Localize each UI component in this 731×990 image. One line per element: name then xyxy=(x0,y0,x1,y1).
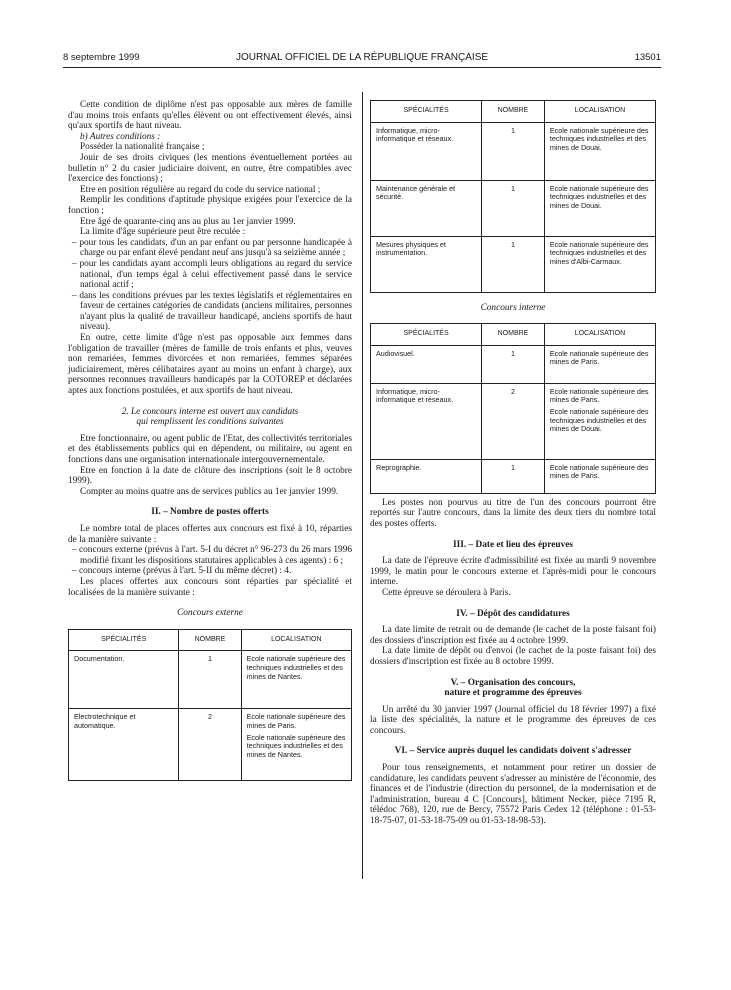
column-header: LOCALISATION xyxy=(544,101,655,123)
paragraph: Les postes non pourvus au titre de l'un des concours pourront être reportés sur l'autre concours, dans la limite des deux tiers du nombre total des postes offerts. xyxy=(370,497,656,529)
cell-speciality: Audiovisuel. xyxy=(371,345,482,383)
section-title: VI. – Service auprès duquel les candidats doivent s'adresser xyxy=(394,746,632,757)
cell-localisation: Ecole nationale supérieure des mines de Paris. xyxy=(544,459,655,493)
section-title: V. – Organisation des concours, nature et programme des épreuves xyxy=(444,677,582,699)
column-divider xyxy=(362,92,363,879)
column-header: LOCALISATION xyxy=(241,629,351,651)
column-header: NOMBRE xyxy=(179,629,241,651)
paragraph: Etre âgé de quarante-cinq ans au plus au 1er janvier 1999. xyxy=(80,216,296,227)
column-header: SPÉCIALITÉS xyxy=(371,101,482,123)
cell-speciality: Reprographie. xyxy=(371,459,482,493)
table-row xyxy=(371,122,656,180)
table-row xyxy=(371,236,656,292)
header-rule xyxy=(63,67,661,68)
paragraph: La date de l'épreuve écrite d'admissibilité est fixée au mardi 9 novembre 1999, le matin pour le concours externe et l'après-midi pour le concours interne. xyxy=(370,556,656,588)
column-header: SPÉCIALITÉS xyxy=(371,324,482,346)
cell-localisation: Ecole nationale supérieure des techniques industrielles et des mines d'Albi-Carmaux. xyxy=(544,236,655,292)
table-caption: Concours interne xyxy=(480,302,546,313)
cell-speciality: Electrotechnique et automatique. xyxy=(69,709,179,781)
paragraph: Un arrêté du 30 janvier 1997 (Journal officiel du 18 février 1997) a fixé la liste des spécialités, la nature et le programme des épreuves de ces concours. xyxy=(370,704,656,736)
table-row xyxy=(69,651,352,709)
table-caption: Concours externe xyxy=(177,608,243,619)
paragraph: La limite d'âge supérieure peut être reculée : xyxy=(80,227,246,238)
column-header: NOMBRE xyxy=(482,324,545,346)
list-item: – concours externe (prévus à l'art. 5-I du décret n° 96-273 du 26 mars 1996 modifié fixant les dispositions statutaires applicables à ces agents) : 6 ; xyxy=(72,545,352,566)
cell-nombre: 1 xyxy=(179,651,241,709)
paragraph: Etre en position régulière au regard du code du service national ; xyxy=(80,184,321,195)
table-concours-externe-part2 xyxy=(370,100,656,293)
list-item: – pour les candidats ayant accompli leurs obligations au regard du service national, d'un temps égal à celui effectivement passé dans le service national actif ; xyxy=(72,258,352,291)
paragraph: Le nombre total de places offertes aux concours est fixé à 10, réparties de la manière suivante : xyxy=(68,523,352,545)
journal-title: JOURNAL OFFICIEL DE LA RÉPUBLIQUE FRANÇAISE xyxy=(235,52,489,63)
column-header: SPÉCIALITÉS xyxy=(69,629,179,651)
right-column xyxy=(370,100,656,827)
paragraph: Jouir de ses droits civiques (les mentions éventuellement portées au bulletin n° 2 du casier judiciaire doivent, en outre, être compatibles avec l'exercice des fonctions) ; xyxy=(68,152,352,185)
cell-localisation: Ecole nationale supérieure des mines de Paris. xyxy=(544,345,655,383)
cell-nombre: 1 xyxy=(482,122,545,180)
cell-speciality: Documentation. xyxy=(69,651,179,709)
cell-speciality: Maintenance générale et sécurité. xyxy=(371,180,482,236)
paragraph: La date limite de dépôt ou d'envoi (le cachet de la poste faisant foi) des dossiers d'inscription est fixée au 8 octobre 1999. xyxy=(370,646,656,667)
table-concours-interne xyxy=(370,323,656,494)
paragraph: Compter au moins quatre ans de services publics au 1er janvier 1999. xyxy=(80,486,339,497)
table-row xyxy=(69,709,352,781)
list-item: – concours interne (prévus à l'art. 5-II du même décret) : 4. xyxy=(72,566,292,577)
paragraph: Cette condition de diplôme n'est pas opposable aux mères de famille d'au moins trois enfants qu'elles élèvent ou ont effectivement élevés, ainsi qu'aux sportifs de haut niveau. xyxy=(68,100,352,132)
cell-localisation: Ecole nationale supérieure des techniques industrielles et des mines de Douai. xyxy=(544,122,655,180)
cell-localisation: Ecole nationale supérieure des techniques industrielles et des mines de Douai. xyxy=(544,180,655,236)
list-item: – pour tous les candidats, d'un an par enfant ou par personne handicapée à charge ou par enfant élevé pendant neuf ans jusqu'à sa seizième année ; xyxy=(72,237,352,259)
paragraph: Cette épreuve se déroulera à Paris. xyxy=(382,587,511,598)
table-concours-externe-part1 xyxy=(68,629,352,782)
section-title: III. – Date et lieu des épreuves xyxy=(453,539,573,550)
section-title: II. – Nombre de postes offerts xyxy=(151,507,269,518)
paragraph: En outre, cette limite d'âge n'est pas opposable aux femmes dans l'obligation de travailler (mères de famille de trois enfants et plus, veuves non remariées, femmes divorcées et non remariées, femmes séparées judiciairement, mères célibataires ayant au moins un enfant à charge), aux personnes reconnues travailleurs handicapés par la COTOREP et déclarées aptes aux fonctions postulées, et aux sportifs de haut niveau. xyxy=(68,333,352,397)
column-header: NOMBRE xyxy=(482,101,545,123)
page-number: 13501 xyxy=(634,52,661,63)
cell-localisation: Ecole nationale supérieure des techniques industrielles et des mines de Nantes. xyxy=(241,651,351,709)
running-header xyxy=(63,52,661,66)
cell-nombre: 1 xyxy=(482,345,545,383)
column-header: LOCALISATION xyxy=(544,324,655,346)
cell-nombre: 1 xyxy=(482,180,545,236)
cell-speciality: Informatique, micro-informatique et réseaux. xyxy=(371,383,482,459)
cell-nombre: 2 xyxy=(179,709,241,781)
cell-nombre: 2 xyxy=(482,383,545,459)
cell-nombre: 1 xyxy=(482,459,545,493)
cell-localisation: Ecole nationale supérieure des mines de Paris. Ecole nationale supérieure des techniques industrielles et des mines de Douai. xyxy=(544,383,655,459)
cell-localisation: Ecole nationale supérieure des mines de Paris. Ecole nationale supérieure des techniques industrielles et des mines de Nantes. xyxy=(241,709,351,781)
subsection-heading: 2. Le concours interne est ouvert aux candidats qui remplissent les conditions suivantes xyxy=(121,406,299,428)
section-title: IV. – Dépôt des candidatures xyxy=(456,608,570,619)
paragraph: Remplir les conditions d'aptitude physique exigées pour l'exercice de la fonction ; xyxy=(68,195,352,216)
paragraph: Etre en fonction à la date de clôture des inscriptions (soit le 8 octobre 1999). xyxy=(68,465,352,487)
header-date: 8 septembre 1999 xyxy=(63,52,140,63)
table-row xyxy=(371,459,656,493)
paragraph: Pour tous renseignements, et notamment pour retirer un dossier de candidature, les candidats peuvent s'adresser au ministère de l'économie, des finances et de l'industrie (direction du personnel, de la modernisation et de l'administration, bureau 4 C [Concours], bâtiment Necker, pièce 7195 R, télédoc 768), 120, rue de Bercy, 75572 Paris Cedex 12 (téléphone : 01-53-18-75-07, 01-53-18-75-09 ou 01-53-18-98-53). xyxy=(370,763,656,827)
paragraph: Etre fonctionnaire, ou agent public de l'Etat, des collectivités territoriales et des établissements publics qui en dépendent, ou militaire, ou agent en fonctions dans une organisation internationale intergouvernementale. xyxy=(68,433,352,465)
table-row xyxy=(371,180,656,236)
left-column xyxy=(68,100,352,781)
paragraph: b) Autres conditions : xyxy=(80,131,161,142)
table-row xyxy=(371,345,656,383)
list-item: – dans les conditions prévues par les textes législatifs et réglementaires en faveur de certaines catégories de candidats (anciens militaires, personnes n'ayant plus la qualité de travailleur handicapé, anciens sportifs de haut niveau). xyxy=(72,290,352,333)
paragraph: La date limite de retrait ou de demande (le cachet de la poste faisant foi) des dossiers d'inscription est fixée au 4 octobre 1999. xyxy=(370,625,656,646)
cell-speciality: Informatique, micro-informatique et réseaux. xyxy=(371,122,482,180)
table-row xyxy=(371,383,656,459)
cell-speciality: Mesures physiques et instrumentation. xyxy=(371,236,482,292)
cell-nombre: 1 xyxy=(482,236,545,292)
paragraph: Posséder la nationalité française ; xyxy=(80,142,205,153)
paragraph: Les places offertes aux concours sont réparties par spécialité et localisées de la manière suivante : xyxy=(68,576,352,598)
